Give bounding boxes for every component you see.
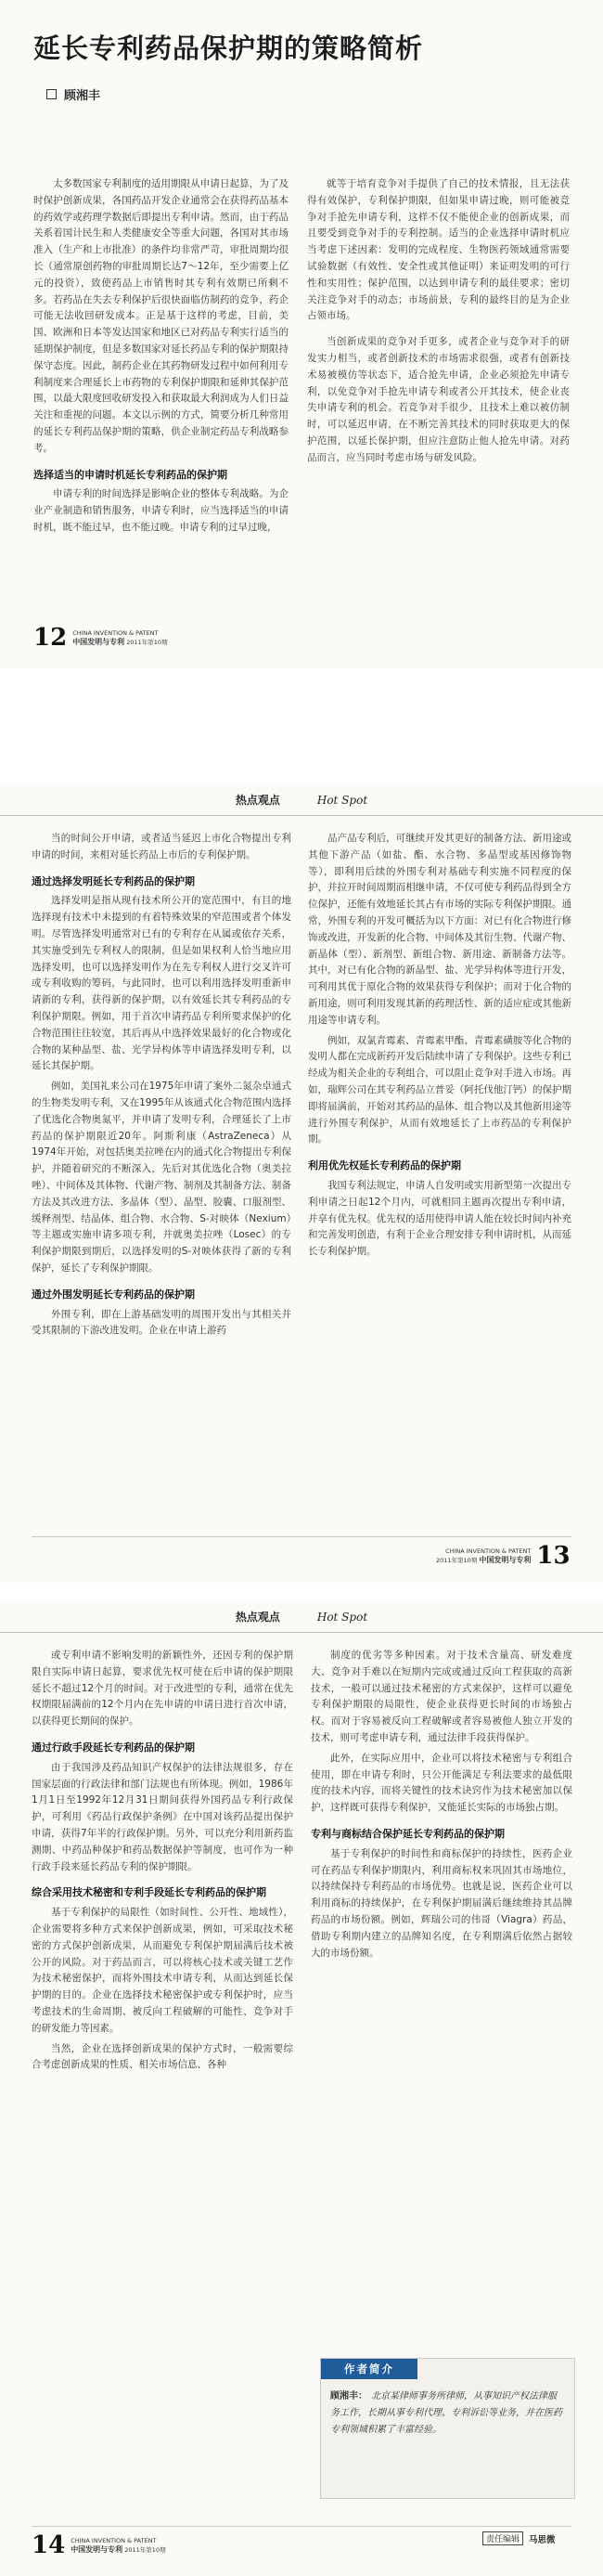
column-left <box>33 176 289 537</box>
journal-name-en: CHINA INVENTION & PATENT <box>71 2536 157 2544</box>
author-bio-text: 北京某律师事务所律师，从事知识产权法律服务工作，长期从事专利代理、专利诉讼等业务，并在医药专利领域积累了丰富经验。 <box>330 2391 562 2435</box>
paragraph: 基于专利保护的局限性（如时间性、公开性、地域性），企业需要将多种方式来保护创新成果，例如，可采取技术秘密的方式保护创新成果，从而避免专利保护期届满后技术被公开的风险。对于药品而言，可以将核心技术或关键工艺作为技术秘密保护，而将外围技术申请专利，从而达到延长保护期的目的。企业在选择技术秘密保护或专利保护时，应当考虑技术的生命周期、被反向工程破解的可能性、竞争对手的研发能力等因素。 <box>32 1907 293 2034</box>
paragraph: 当的时间公开申请，或者适当延迟上市化合物提出专利申请的时间，来相对延长药品上市后的专利保护期。 <box>32 833 291 861</box>
paragraph: 例如，美国礼来公司在1975年申请了案外二氮杂卓通式的生物类发明专利，又在1995年从该通式化合物范围内选择了优选化合物奥氮平，并申请了发明专利，合理延长了上市药品的保护期限近20年。阿斯利康（AstraZeneca）从1974年开始，对包括奥美拉唑在内的通式化合物提出专利保护，并随着研究的不断深入，先后对其优选化合物（奥美拉唑）、中间体及其体物、代谢产物、制剂及其制备方法、制备方法及其改进方法、多晶体（型）、晶型、胶囊、口服剂型、缓释剂型、结晶体、组合物、水合物、S-对映体（Nexium）等主题或实施申请多项专利，并就奥美拉唑（Losec）的专利保护期限到期后，以选择发明的S-对映体获得了新的专利保护，延长了专利保护期限。 <box>32 1081 291 1274</box>
paragraph: 就等于培育竞争对手提供了自己的技术情报，且无法获得有效保护，专利保护期限，但如果申请过晚，则可能被竞争对手抢先申请专利，这样不仅不能使企业的创新成果，而且要受到竞争对手的专利控制。适当的企业选择申请时机应当考虑下述因素：发明的完成程度、生物医药领域通常需要试验数据（有效性、安全性或其他证明）来证明发明的可行性和实用性；保护范围，以达到申请专利的最佳要求；密切关注竞争对手的动态；市场前景，专利的最终目的是为企业占领市场。 <box>307 178 570 322</box>
section-heading: 选择适当的申请时机延长专利药品的保护期 <box>33 468 227 481</box>
paragraph: 外围专利，即在上游基础发明的周围开发出与其相关并受其限制的下游改进发明。企业在申请上游药 <box>32 1308 291 1337</box>
journal-name-en: CHINA INVENTION & PATENT <box>72 628 159 637</box>
editor-credit <box>482 2531 556 2545</box>
section-heading: 通过选择发明延长专利药品的保护期 <box>32 874 195 887</box>
footer-rule <box>32 2526 571 2527</box>
page-footer <box>33 624 168 652</box>
page-13 <box>0 784 603 1583</box>
author-marker-icon <box>46 89 57 99</box>
section-heading: 专利与商标结合保护延长专利药品的保护期 <box>311 1827 505 1840</box>
paragraph: 基于专利保护的时间性和商标保护的持续性，医药企业可在药品专利保护期限内，利用商标权来巩固其市场地位，以持续保持专利药品的市场优势。也就是说，医药企业可以利用商标的持续保护，在专利保护期届满后继续维持其品牌药品的市场份额。例如，辉瑞公司的伟哥（Viagra）药品，借助专利期内建立的品牌知名度，在专利期满后依然占据较大的市场份额。 <box>311 1847 572 1959</box>
page-gap <box>0 668 603 784</box>
page-footer <box>436 1542 571 1570</box>
journal-info <box>72 629 167 647</box>
journal-name-cn: 中国发明与专利 <box>72 637 125 646</box>
paragraph: 由于我国涉及药品知识产权保护的法律法规很多，存在国家层面的行政法律和部门法规也有所体现。例如，1986年1月1日至1992年12月31日期间获得外国药品专利行政保护，可利用《药品行政保护条例》在中国对该药品提出保护申请，获得7年半的行政保护期。另外，可以充分利用新药监测期、中药品种保护和药品数据保护等制度，也可作为一种行政手段来延长药品专利的保护期限。 <box>32 1761 293 1872</box>
editor-label: 责任编辑 <box>482 2531 523 2545</box>
paragraph: 或专利申请不影响发明的新颖性外，还因专利的保护期限自实际申请日起算，要求优先权可使在后申请的保护期限延长不超过12个月的时间。对于改进型的专利，通常在优先权期限届满前的12个月内在先申请的申请日进行首次申请，以获得更长期间的保护。 <box>32 1650 293 1728</box>
journal-name-cn: 中国发明与专利 <box>479 1555 532 1564</box>
author-bio <box>330 2388 565 2439</box>
paragraph: 制度的优劣等多种因素。对于技术含量高、研发难度大、竞争对手难以在短期内完成或通过反向工程获取的高新技术，一般可以通过技术秘密的方式来保护，这样可以避免专利保护期限的局限性，使企业获得更长时间的市场独占权。而对于容易被反向工程破解或者容易被他人独立开发的技术，则可考虑申请专利，通过法律手段获得保护。 <box>311 1650 572 1743</box>
paragraph: 选择发明是指从现有技术所公开的宽范围中，有目的地选择现有技术中未提到的有着特殊效果的窄范围或者个体发明。尽管选择发明通常对已有的专利存在从属或依存关系，其实施受到先专利权人的限制，但是如果权利人恰当地应用选择发明，也可以选择发明作为在先专利权人进行交叉许可或专利收购的筹码，与此同时，也可以利用选择发明重新申请新的专利，获得新的保护期，以有效延长其专利药品的专利保护期限。例如，用于首次申请药品专利所要求保护的化合物范围往往较宽，其后再从中选择效果最好的化合物或化合物的某种晶型、盐、光学异构体等申请选择发明专利，以延长其保护期。 <box>32 895 291 1072</box>
running-head <box>0 1601 603 1633</box>
page-number: 14 <box>32 2531 66 2559</box>
author-bio-name: 顾湘丰： <box>330 2391 367 2401</box>
paragraph: 品产品专利后，可继续开发其更好的制备方法、新用途或其他下游产品（如盐、酯、水合物、多晶型或基因修饰物等），即利用后续的外围专利对基础专利实施不同程度的保护，并拉开时间周期而相继申请，不仅可使专利药品得到全方位保护，还能有效地延长其占有市场的实际专利保护期限。通常，外围专利的开发可概括为以下方面：对已有化合物进行修饰或改进，开发新的化合物、中间体及其衍生物、代谢产物、新晶体（型）、新剂型、新组合物、新用途、新制备方法等。其中，对已有化合物的新晶型、盐、光学异构体等进行开发，可利用其优于原化合物的效果获得专利保护；而对于化合物的新用途，则可利用发现其新的药理活性、新的适应症或其他新用途等申请专利。 <box>308 833 571 1026</box>
author-name: 顾湘丰 <box>64 89 101 103</box>
column-left <box>32 831 291 1340</box>
paragraph: 当然，企业在选择创新成果的保护方式时，一般需要综合考虑创新成果的性质、相关市场信息、各种 <box>32 2042 293 2071</box>
paragraph: 我国专利法规定，申请人自发明或实用新型第一次提出专利申请之日起12个月内，可就相同主题再次提出专利申请，并享有优先权。优先权的适用使得申请人能在较长时间内补充和完善发明创造，有利于企业合理安排专利申请时机，从而延长专利保护期。 <box>308 1179 571 1258</box>
paragraph: 此外，在实际应用中，企业可以将技术秘密与专利组合使用，即在申请专利时，只公开能满足专利法要求的最低限度的技术内容，而将关键性的技术诀窍作为技术秘密加以保护，这样既可获得专利保护，又能延长实际的市场独占期。 <box>311 1752 572 1814</box>
article-title: 延长专利药品保护期的策略简析 <box>33 32 424 64</box>
section-label-en: Hot Spot <box>316 1610 368 1624</box>
editor-name: 马思微 <box>529 2534 556 2545</box>
column-right <box>311 1648 572 1961</box>
paragraph: 申请专利的时间选择是影响企业的整体专利战略。为企业产业制造和销售服务，申请专利时，应当选择适当的申请时机，既不能过早，也不能过晚。申请专利的过早过晚， <box>33 488 289 533</box>
section-heading: 通过行政手段延长专利药品的保护期 <box>32 1741 195 1754</box>
page-number: 12 <box>33 624 68 652</box>
paragraph: 太多数国家专利制度的适用期限从申请日起算，为了及时保护创新成果，各国药品开发企业通常会在获得药品基本的药效学或药理学数据后即提出专利申请。然而，由于药品关系着国计民生和人类健康安全等重大问题，各国对其市场准入（生产和上市批准）的条件均非常严苛，审批周期均很长（通常原创药物的审批周期长达7～12年，至少需要上亿元的投资），致使药品上市销售时其专利有效期已所剩不多。若药品在失去专利保护后很快面临仿制药的竞争，药企可能无法收回研发成本。正是基于这样的考虑，目前，美国、欧洲和日本等发达国家和地区已对药品专利实行适当的延期保护制度，但是多数国家对延长药品专利的保护期限持保守态度。因此，制药企业在其药物研发过程中如何利用专利制度来合理延长上市药物的专利保护期限和延伸其保护范围，以最大限度回收研发投入和获取最大利润成为人们日益关注和重视的问题。本文以示例的方式，简要分析几种常用的延长专利药品保护期的策略，供企业制定药品专利战略参考。 <box>33 178 289 454</box>
journal-name-en: CHINA INVENTION & PATENT <box>445 1547 532 1555</box>
paragraph: 例如，双氯青霉素、青霉素甲酯、青霉素磺胺等化合物的发明人都在完成新药开发后陆续申请了专利保护。这些专利已经成为相关企业的专利组合，可以阻止竞争对手进入市场。再如，瑞辉公司在其专利药品立普妥（阿托伐他汀钙）的保护期即将届满前，开始对其药品的晶体、组合物以及其他新用途等进行外围专利保护，从而有效地延长了上市药品的专利保护期。 <box>308 1034 571 1146</box>
section-heading: 利用优先权延长专利药品的保护期 <box>308 1159 461 1172</box>
page-12 <box>0 0 603 668</box>
section-heading: 通过外围发明延长专利药品的保护期 <box>32 1288 195 1301</box>
column-right <box>307 176 570 467</box>
author-info-label: 作者简介 <box>321 2359 417 2379</box>
running-head <box>0 784 603 816</box>
section-label-en: Hot Spot <box>316 793 368 807</box>
paragraph: 当创新成果的竞争对手更多，或者企业与竞争对手的研发实力相当，或者创新技术的市场需求很强，或者有创新技术易被模仿等状态下，适合抢先申请，企业必须抢先申请专利，以免竞争对手抢先申请专利或者公开其技术，使企业丧失申请专利的机会。若竞争对手很少，且技术上难以被仿制时，可以延迟申请，在不断完善其技术的同时获取更大的保护范围，以延长保护期，但应注意防止他人抢先申请。对药品而言，应当同时考虑市场与研发风险。 <box>307 336 570 463</box>
section-label-cn: 热点观点 <box>235 1611 280 1624</box>
journal-name-cn: 中国发明与专利 <box>71 2544 123 2554</box>
journal-info <box>436 1547 531 1565</box>
footer-rule <box>32 1536 571 1537</box>
journal-issue: 2011年第10期 <box>126 638 168 646</box>
journal-info <box>71 2537 165 2555</box>
journal-issue: 2011年第10期 <box>124 2545 166 2554</box>
page-14 <box>0 1601 603 2576</box>
page-gap <box>0 1583 603 1601</box>
column-right <box>308 831 571 1261</box>
author-info-box <box>320 2358 575 2499</box>
section-heading: 综合采用技术秘密和专利手段延长专利药品的保护期 <box>32 1886 266 1899</box>
author-line <box>46 85 100 103</box>
page-footer <box>32 2531 166 2559</box>
section-label-cn: 热点观点 <box>235 794 280 807</box>
page-number: 13 <box>536 1542 571 1570</box>
column-left <box>32 1648 293 2074</box>
journal-issue: 2011年第10期 <box>436 1556 478 1564</box>
